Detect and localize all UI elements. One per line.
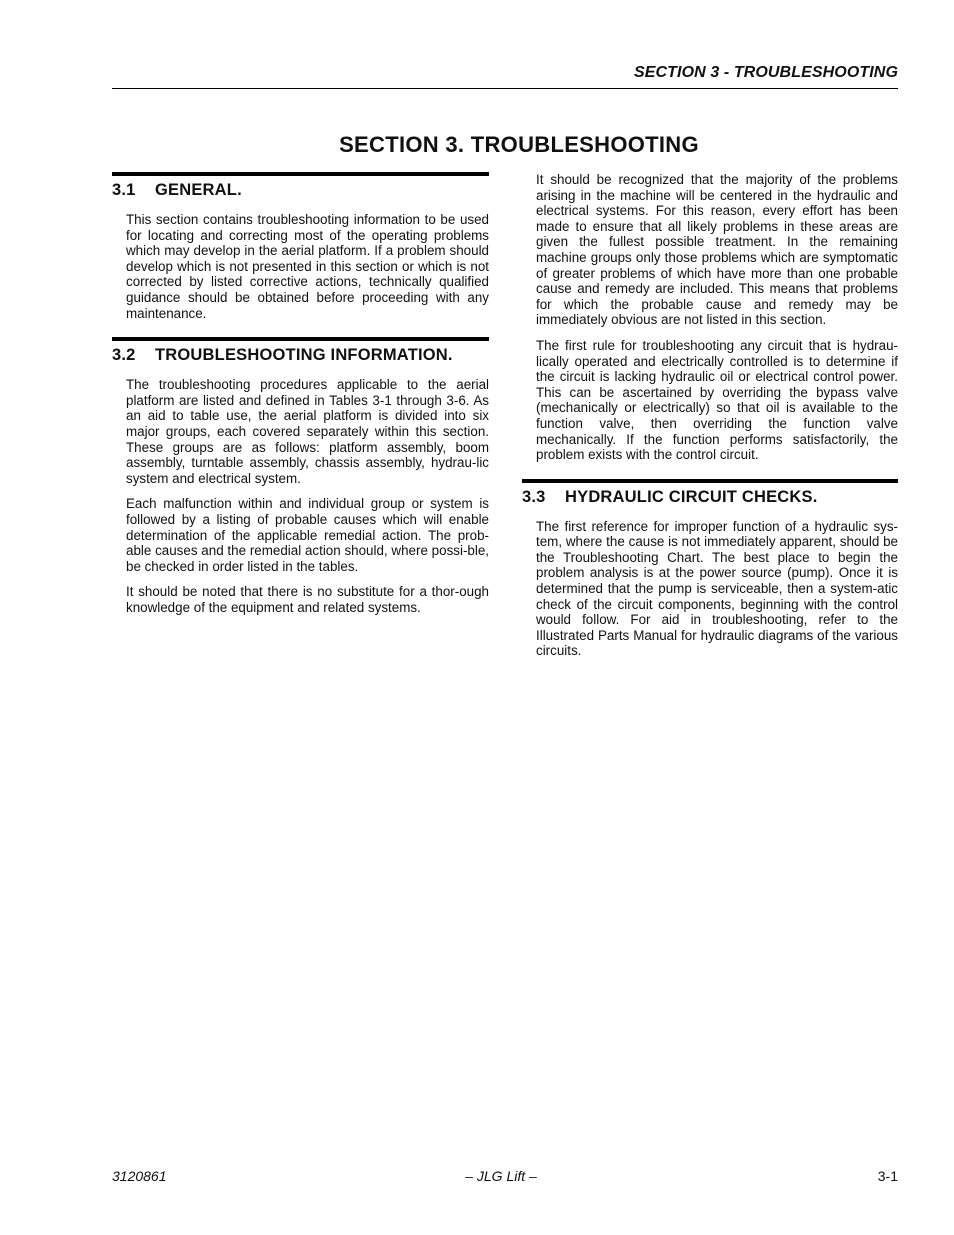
section-number: 3.2 xyxy=(112,346,136,365)
right-column xyxy=(522,172,898,669)
section-title: TROUBLESHOOTING INFORMATION. xyxy=(155,346,453,365)
header-rule xyxy=(112,88,898,89)
section-heading-troubleshooting-information xyxy=(112,337,489,365)
footer-brand: – JLG Lift – xyxy=(465,1168,537,1184)
paragraph: Each malfunction within and individual group or system is followed by a listing of probable causes which will enable determination of the applicable remedial action. The prob-able causes and the remedial action should, where possi-ble, be checked in order listed in the tables. xyxy=(126,496,489,574)
paragraph: This section contains troubleshooting information to be used for locating and correcting most of the operating problems which may develop in the aerial platform. If a problem should develop which is not presented in this section or which is not corrected by listed corrective actions, technically qualified guidance should be obtained before proceeding with any maintenance. xyxy=(126,212,489,321)
left-column xyxy=(112,172,489,625)
section-title: HYDRAULIC CIRCUIT CHECKS. xyxy=(565,487,818,506)
section-heading-hydraulic-circuit-checks xyxy=(522,479,898,507)
footer-page-number: 3-1 xyxy=(877,1168,898,1184)
page-title: SECTION 3. TROUBLESHOOTING xyxy=(339,132,699,157)
paragraph: The first rule for troubleshooting any circuit that is hydrau-lically operated and electrically controlled is to determine if the circuit is lacking hydraulic oil or electrical control power. This can be ascertained by overriding the bypass valve (mechanically or electrically) so that oil is available to the function valve, then overriding the function valve mechanically. If the function performs satisfactorily, the problem exists with the control circuit. xyxy=(536,337,898,463)
section-heading-general xyxy=(112,172,489,200)
paragraph: It should be noted that there is no substitute for a thor-ough knowledge of the equipment and related systems. xyxy=(126,584,489,615)
section-number: 3.3 xyxy=(522,487,546,506)
paragraph: It should be recognized that the majority of the problems arising in the machine will be centered in the hydraulic and electrical systems. For this reason, every effort has been made to ensure that all likely problems in these areas are given the fullest possible treatment. In the remaining machine groups only those problems which are symptomatic of greater problems of which have more than one probable cause and remedy are included. This means that problems for which the probable cause and remedy may be immediately obvious are not listed in this section. xyxy=(536,172,898,328)
paragraph: The first reference for improper function of a hydraulic sys-tem, where the cause is not immediately apparent, should be the Troubleshooting Chart. The best place to begin the problem analysis is at the power source (pump). Once it is determined that the pump is serviceable, then a system-atic check of the circuit components, beginning with the control would follow. For aid in troubleshooting, refer to the Illustrated Parts Manual for hydraulic diagrams of the various circuits. xyxy=(536,518,898,659)
running-header-title: SECTION 3 - TROUBLESHOOTING xyxy=(633,64,898,81)
section-number: 3.1 xyxy=(112,181,136,199)
section-title: GENERAL. xyxy=(155,181,242,199)
footer-doc-number: 3120861 xyxy=(112,1168,167,1184)
paragraph: The troubleshooting procedures applicable to the aerial platform are listed and defined in Tables 3-1 through 3-6. As an aid to table use, the aerial platform is divided into six major groups, each covered separately within this section. These groups are as follows: platform assembly, boom assembly, turntable assembly, chassis assembly, hydrau-lic system and electrical system. xyxy=(126,377,489,486)
